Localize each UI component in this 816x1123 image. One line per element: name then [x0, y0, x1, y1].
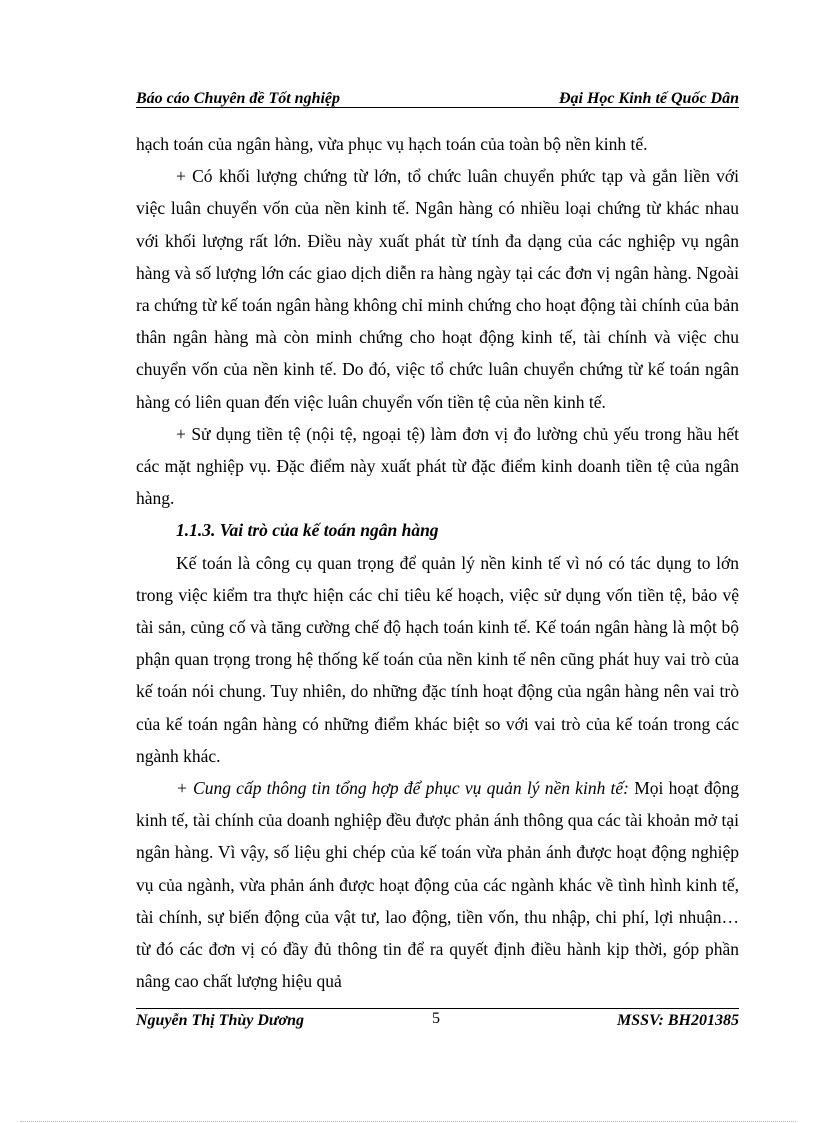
footer-author: Nguyễn Thị Thùy Dương — [136, 1012, 304, 1029]
paragraph-information — [136, 772, 739, 997]
paragraph-currency: + Sử dụng tiền tệ (nội tệ, ngoại tệ) làm đơn vị đo lường chủ yếu trong hầu hết các mặt nghiệp vụ. Đặc điểm này xuất phát từ đặc điểm kinh doanh tiền tệ của ngân hàng. — [136, 423, 739, 509]
paragraph-documents: + Có khối lượng chứng từ lớn, tổ chức luân chuyển phức tạp và gắn liền với việc luân chuyển vốn của nền kinh tế. Ngân hàng có nhiều loại chứng từ khác nhau với khối lượng rất lớn. Điều này xuất phát từ tính đa dạng của các nghiệp vụ ngân hàng và số lượng lớn các giao dịch diễn ra hàng ngày tại các đơn vị ngân hàng. Ngoài ra chứng từ kế toán ngân hàng không chỉ minh chứng cho hoạt động tài chính của bản thân ngân hàng mà còn minh chứng cho hoạt động kinh tế, tài chính và việc chu chuyển vốn của nền kinh tế. Do đó, việc tổ chức luân chuyển chứng từ kế toán ngân hàng có liên quan đến việc luân chuyển vốn tiền tệ của nền kinh tế. — [136, 166, 739, 412]
page-header — [136, 82, 739, 108]
footer-divider — [136, 1008, 739, 1009]
paragraph-role: Kế toán là công cụ quan trọng để quản lý nền kinh tế vì nó có tác dụng to lớn trong việc kiểm tra thực hiện các chỉ tiêu kế hoạch, việc sử dụng vốn tiền tệ, bảo vệ tài sản, củng cố và tăng cường chế độ hạch toán kinh tế. Kế toán ngân hàng là một bộ phận quan trọng trong hệ thống kế toán của nền kinh tế nên cũng phát huy vai trò của kế toán nói chung. Tuy nhiên, do những đặc tính hoạt động của ngân hàng nên vai trò của kế toán ngân hàng có những điểm khác biệt so với vai trò của kế toán trong các ngành khác. — [136, 552, 739, 766]
header-divider — [136, 107, 739, 108]
header-university: Đại Học Kinh tế Quốc Dân — [558, 90, 739, 107]
footer-student-id: MSSV: BH201385 — [617, 1012, 739, 1029]
paragraph-continuation: hạch toán của ngân hàng, vừa phục vụ hạch toán của toàn bộ nền kinh tế. — [136, 134, 648, 154]
page-footer — [136, 1010, 739, 1034]
section-heading: 1.1.3. Vai trò của kế toán ngân hàng — [176, 520, 439, 541]
paragraph-information-text: Mọi hoạt động kinh tế, tài chính của doanh nghiệp đều được phản ánh thông qua các tài khoản mở tại ngân hàng. Vì vậy, số liệu ghi chép của kế toán vừa phản ánh được hoạt động nghiệp vụ của ngành, vừa phản ánh được hoạt động của các ngành khác về tình hình kinh tế, tài chính, sự biến động của vật tư, lao động, tiền vốn, thu nhập, chi phí, lợi nhuận… từ đó các đơn vị có đầy đủ thông tin để ra quyết định điều hành kịp thời, góp phần nâng cao chất lượng hiệu quả — [136, 778, 739, 992]
header-report-title: Báo cáo Chuyên đề Tốt nghiệp — [136, 90, 341, 107]
document-body — [136, 128, 739, 997]
paragraph-information-lead: + Cung cấp thông tin tổng hợp để phục vụ quản lý nền kinh tế: — [176, 778, 630, 799]
page-number: 5 — [432, 1010, 440, 1027]
page-edge-divider — [20, 1121, 796, 1122]
